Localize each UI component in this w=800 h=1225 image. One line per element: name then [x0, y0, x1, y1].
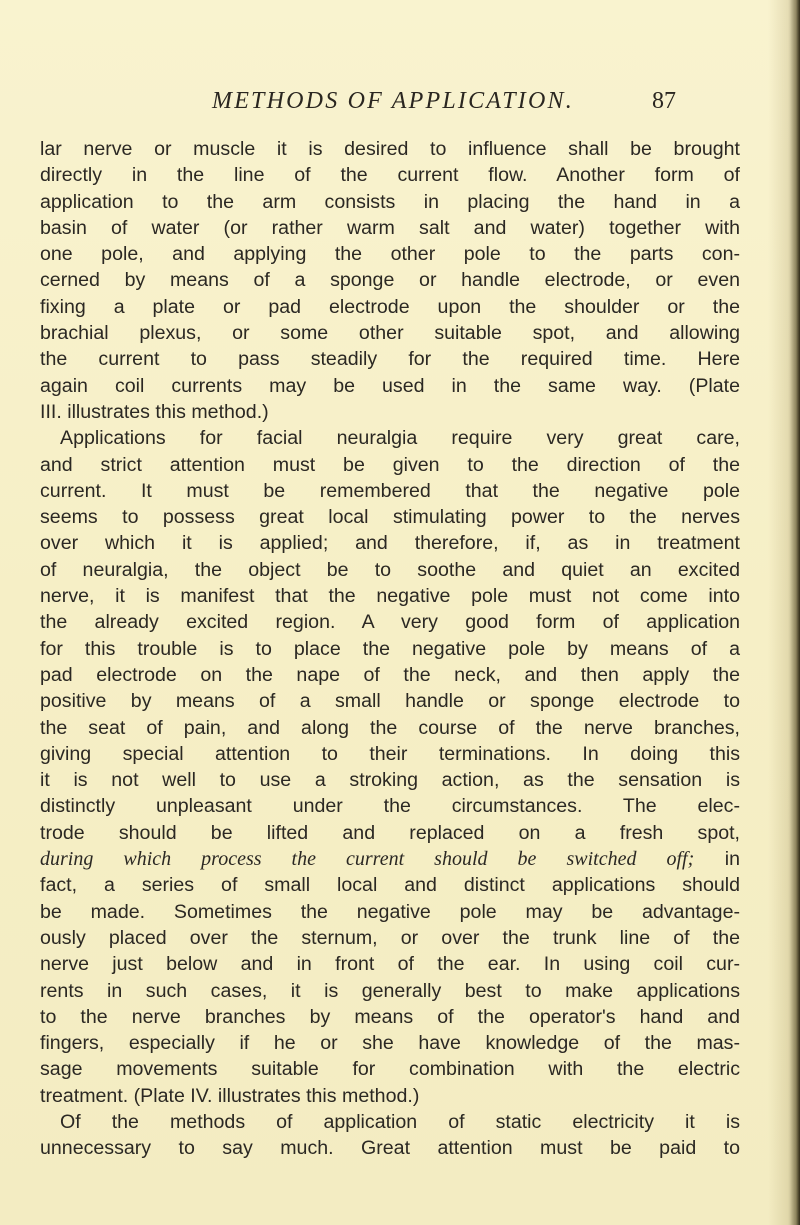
text-line: nerve, it is manifest that the negative pole must not come into [40, 585, 740, 608]
text-line: nerve just below and in front of the ear. In using coil cur- [40, 953, 740, 976]
paragraph-start-line: Applications for facial neuralgia require very great care, [60, 427, 740, 450]
text-line: ously placed over the sternum, or over the trunk line of the [40, 926, 740, 949]
text-line: unnecessary to say much. Great attention must be paid to [40, 1137, 740, 1160]
text-line: over which it is applied; and therefore, if, as in treatment [40, 532, 740, 555]
text-line: cerned by means of a sponge or handle electrode, or even [40, 269, 740, 292]
text-line: trode should be lifted and replaced on a fresh spot, [40, 821, 740, 844]
text-line: the already excited region. A very good form of application [40, 611, 740, 634]
body-text [40, 136, 740, 1162]
text-line: basin of water (or rather warm salt and water) together with [40, 216, 740, 239]
text-line: again coil currents may be used in the same way. (Plate [40, 374, 740, 397]
text-line: fixing a plate or pad electrode upon the shoulder or the [40, 295, 740, 318]
text-line: the current to pass steadily for the required time. Here [40, 348, 740, 371]
text-line: lar nerve or muscle it is desired to influence shall be brought [40, 138, 740, 160]
text-line: to the nerve branches by means of the operator's hand and [40, 1005, 740, 1028]
italic-phrase: during which process the current should be switched off; [40, 848, 695, 871]
text-line: giving special attention to their terminations. In doing this [40, 742, 740, 765]
text-line: brachial plexus, or some other suitable spot, and allowing [40, 322, 740, 345]
text-line: seems to possess great local stimulating power to the nerves [40, 506, 740, 529]
running-head [0, 88, 800, 128]
text-line: treatment. (Plate IV. illustrates this method.) [40, 1084, 420, 1107]
text-line: sage movements suitable for combination with the electric [40, 1058, 740, 1081]
text-line: current. It must be remembered that the negative pole [40, 479, 740, 502]
text-line: one pole, and applying the other pole to the parts con- [40, 243, 740, 266]
text-line: pad electrode on the nape of the neck, and then apply the [40, 663, 740, 686]
text-line: the seat of pain, and along the course of the nerve branches, [40, 716, 740, 739]
italic-text-line [40, 846, 740, 872]
text-line: distinctly unpleasant under the circumstances. The elec- [40, 795, 740, 818]
text-line: application to the arm consists in placing the hand in a [40, 190, 740, 213]
text-line: positive by means of a small handle or sponge electrode to [40, 690, 740, 713]
page-edge-shadow [790, 0, 800, 1225]
page-number: 87 [652, 88, 676, 114]
running-head-title: METHODS OF APPLICATION. [212, 88, 574, 114]
roman-word: in [724, 848, 740, 871]
text-line: for this trouble is to place the negative pole by means of a [40, 637, 740, 660]
text-line: directly in the line of the current flow. Another form of [40, 164, 740, 187]
text-line: III. illustrates this method.) [40, 400, 269, 423]
text-line: of neuralgia, the object be to soothe and quiet an excited [40, 558, 740, 581]
text-line: fingers, especially if he or she have knowledge of the mas- [40, 1032, 740, 1055]
text-line: it is not well to use a stroking action, as the sensation is [40, 769, 740, 792]
text-line: fact, a series of small local and distinct applications should [40, 874, 740, 897]
text-line: and strict attention must be given to the direction of the [40, 453, 740, 476]
paragraph-start-line: Of the methods of application of static electricity it is [60, 1110, 740, 1133]
text-line: be made. Sometimes the negative pole may be advantage- [40, 900, 740, 923]
text-line: rents in such cases, it is generally best to make applications [40, 979, 740, 1002]
